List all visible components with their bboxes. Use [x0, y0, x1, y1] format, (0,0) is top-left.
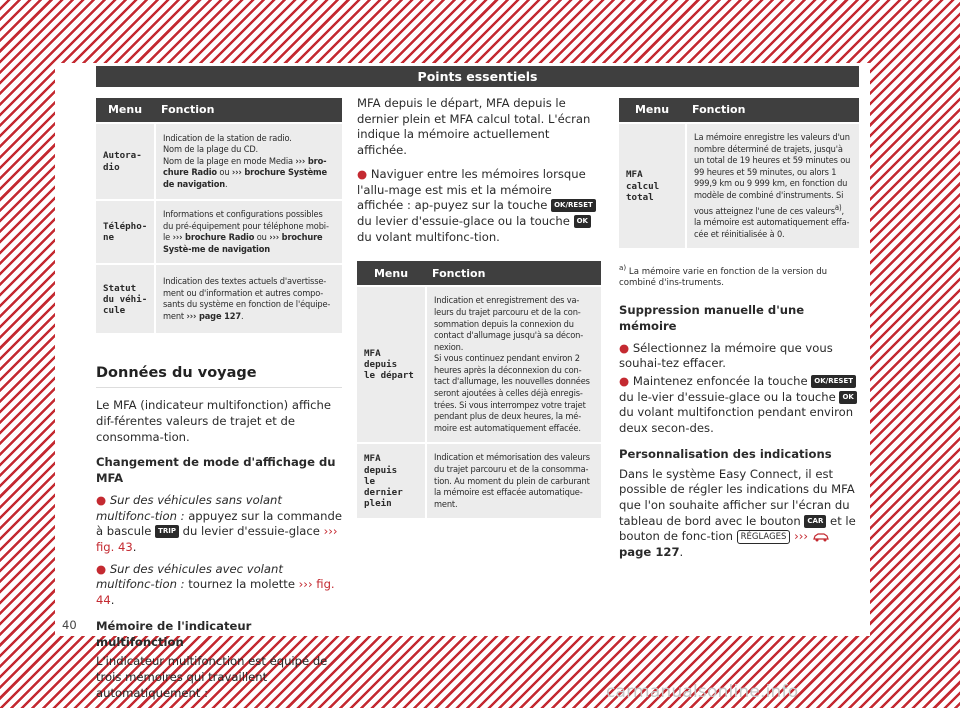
link-fig-43[interactable]: ››› fig. 43: [96, 524, 338, 554]
table-cell-menu: Télépho- ne: [96, 201, 154, 263]
column-right: [619, 96, 859, 561]
ok-key-icon: OK: [574, 215, 591, 228]
watermark: carmanualsonline.info: [606, 682, 799, 702]
table-row: [619, 124, 859, 248]
customization-paragraph: Dans le système Easy Connect, il est possible de régler les indications du MFA que l'on souhaite afficher sur l'écran du tableau de bord avec le bouton CAR et le bouton de fonc-tion RÉGLAGES ››› page 127.: [619, 466, 856, 560]
footnote-marker: a): [834, 202, 842, 212]
table-header-row: [96, 98, 342, 122]
table-cell-function: La mémoire enregistre les valeurs d'un nombre déterminé de trajets, jusqu'à un total de 19 heures et 59 minutes ou 99 heures et 59 minutes, ou alors 1 999,9 km ou 9 999 km, en fonction du modèle de combiné d'instruments. Si vous atteignez l'une de ces valeurs$^{a)}$, la mémoire est automatiquement effa-cée et réinitialisée à 0.: [685, 124, 859, 248]
page-header: Points essentiels: [96, 66, 859, 87]
table-header-function: Fonction: [154, 98, 342, 122]
table-row: [357, 287, 601, 442]
table-cell-function: Indication de la station de radio. Nom de la plage du CD. Nom de la plage en mode Media ››› bro-chure Radio ou ››› brochure Système de navigation.: [154, 124, 342, 199]
link-fig-44[interactable]: ››› fig. 44: [96, 577, 335, 608]
table-cell-function: Indication et enregistrement des va-leurs du trajet parcouru et de la con-sommation depuis la connexion du contact d'allumage jusqu'à sa décon-nexion. Si vous continuez pendant environ 2 heures après la déconnexion du con-tact d'allumage, les nouvelles données seront ajoutées à celles déjà enregis-trées. Si vous interrompez votre trajet pendant plus de deux heures, la mé-moire est automatiquement effacée.: [425, 287, 601, 442]
column-left: [96, 96, 342, 701]
table-header-menu: Menu: [619, 98, 685, 122]
bullet-item: ● Sélectionnez la mémoire que vous souhai-tez effacer.: [619, 340, 833, 371]
table-row: [96, 265, 342, 333]
subheading-customization: Personnalisation des indications: [619, 446, 832, 461]
bullet-item: ● Maintenez enfoncée la touche OK/RESET du le-vier d'essuie-glace ou la touche OK du volant multifonction pendant environ deux secon-des.: [619, 374, 859, 437]
bullet-icon: ●: [619, 374, 630, 389]
bullet-item: ● Sur des véhicules avec volant multifonc-tion : tournez la molette ››› fig. 44.: [96, 561, 335, 608]
link-page-127[interactable]: page 127: [619, 545, 680, 560]
easy-connect-car-icon: [812, 531, 830, 542]
footnote: $^{a)}$ La mémoire varie en fonction de la version du combiné d'ins-truments.: [619, 263, 828, 289]
intro-paragraph: MFA depuis le départ, MFA depuis le dernier plein et MFA calcul total. L'écran indique la mémoire actuellement affichée.: [357, 96, 591, 158]
page-number: 40: [62, 618, 77, 632]
section-title: Données du voyage: [96, 365, 342, 388]
bullet-icon: ●: [357, 166, 368, 181]
bullet-icon: ●: [619, 340, 630, 355]
table-header-function: Fonction: [425, 261, 601, 285]
table-header-row: [357, 261, 601, 285]
table-cell-menu: MFA depuis le départ: [357, 287, 425, 442]
intro-paragraph: Le MFA (indicateur multifonction) affiche dif-férentes valeurs de trajet et de consomma-tion.: [96, 398, 332, 444]
table-header-function: Fonction: [685, 98, 859, 122]
table-header-menu: Menu: [357, 261, 425, 285]
bullet-icon: ●: [96, 492, 107, 507]
table-cell-function: Indication des textes actuels d'avertisse-ment ou d'information et autres compo-sants du système en fonction de l'équipe-ment ››› page 127.: [154, 265, 342, 333]
table-cell-function: Indication et mémorisation des valeurs du trajet parcouru et de la consomma-tion. Au moment du plein de carburant la mémoire est effacée automatique-ment.: [425, 444, 601, 518]
bullet-item: ● Sur des véhicules sans volant multifonc-tion : appuyez sur la commande à bascule TRIP du levier d'essuie-glace ››› fig. 43.: [96, 492, 342, 554]
bullet-item: ● Naviguer entre les mémoires lorsque l'allu-mage est mis et la mémoire affichée : ap-puyez sur la touche OK/RESET du levier d'essuie-glace ou la touche OK du volant multifonc-tion.: [357, 167, 601, 246]
subheading-display-mode: Changement de mode d'affichage du MFA: [96, 455, 336, 486]
car-key-icon: CAR: [804, 515, 826, 528]
table-cell-function: Informations et configurations possibles du pré-équipement pour téléphone mobi-le ››› brochure Radio ou ››› brochure Systè-me de navigation: [154, 201, 342, 263]
table-header-menu: Menu: [96, 98, 154, 122]
table-cell-menu: MFA depuis le dernier plein: [357, 444, 425, 518]
subheading-memory: Mémoire de l'indicateur multifonction: [96, 618, 252, 649]
trip-key-icon: TRIP: [155, 525, 179, 538]
table-row: [96, 124, 342, 199]
bullet-icon: ●: [96, 561, 107, 576]
table-mfa-memories: [357, 259, 601, 520]
table-row: [96, 201, 342, 263]
table-cell-menu: MFA calcul total: [619, 124, 685, 248]
link-brochure-radio[interactable]: ››› brochure Radio: [172, 232, 255, 244]
table-header-row: [619, 98, 859, 122]
ok-reset-key-icon: OK/RESET: [551, 199, 596, 212]
table-menu-functions: [96, 96, 342, 335]
memory-paragraph: L'indicateur multifonction est équipé de trois mémoires qui travaillent automatiquement :: [96, 654, 328, 700]
table-mfa-total: [619, 96, 859, 250]
link-brochure-radio[interactable]: ››› bro-chure Radio: [163, 155, 327, 179]
link-brochure-navigation[interactable]: ››› brochure Système de navigation: [163, 167, 327, 190]
subheading-manual-delete: Suppression manuelle d'une mémoire: [619, 303, 805, 333]
ok-reset-key-icon: OK/RESET: [811, 375, 856, 388]
link-page-127[interactable]: ››› page 127: [186, 310, 241, 322]
ok-key-icon: OK: [839, 391, 856, 404]
table-row: [357, 444, 601, 518]
column-middle: [357, 96, 601, 520]
table-cell-menu: Autora- dio: [96, 124, 154, 199]
table-cell-menu: Statut du véhi- cule: [96, 265, 154, 333]
link-brochure-navigation[interactable]: ››› brochure Systè-me de navigation: [163, 232, 323, 255]
reglages-button: RÉGLAGES: [737, 530, 791, 544]
